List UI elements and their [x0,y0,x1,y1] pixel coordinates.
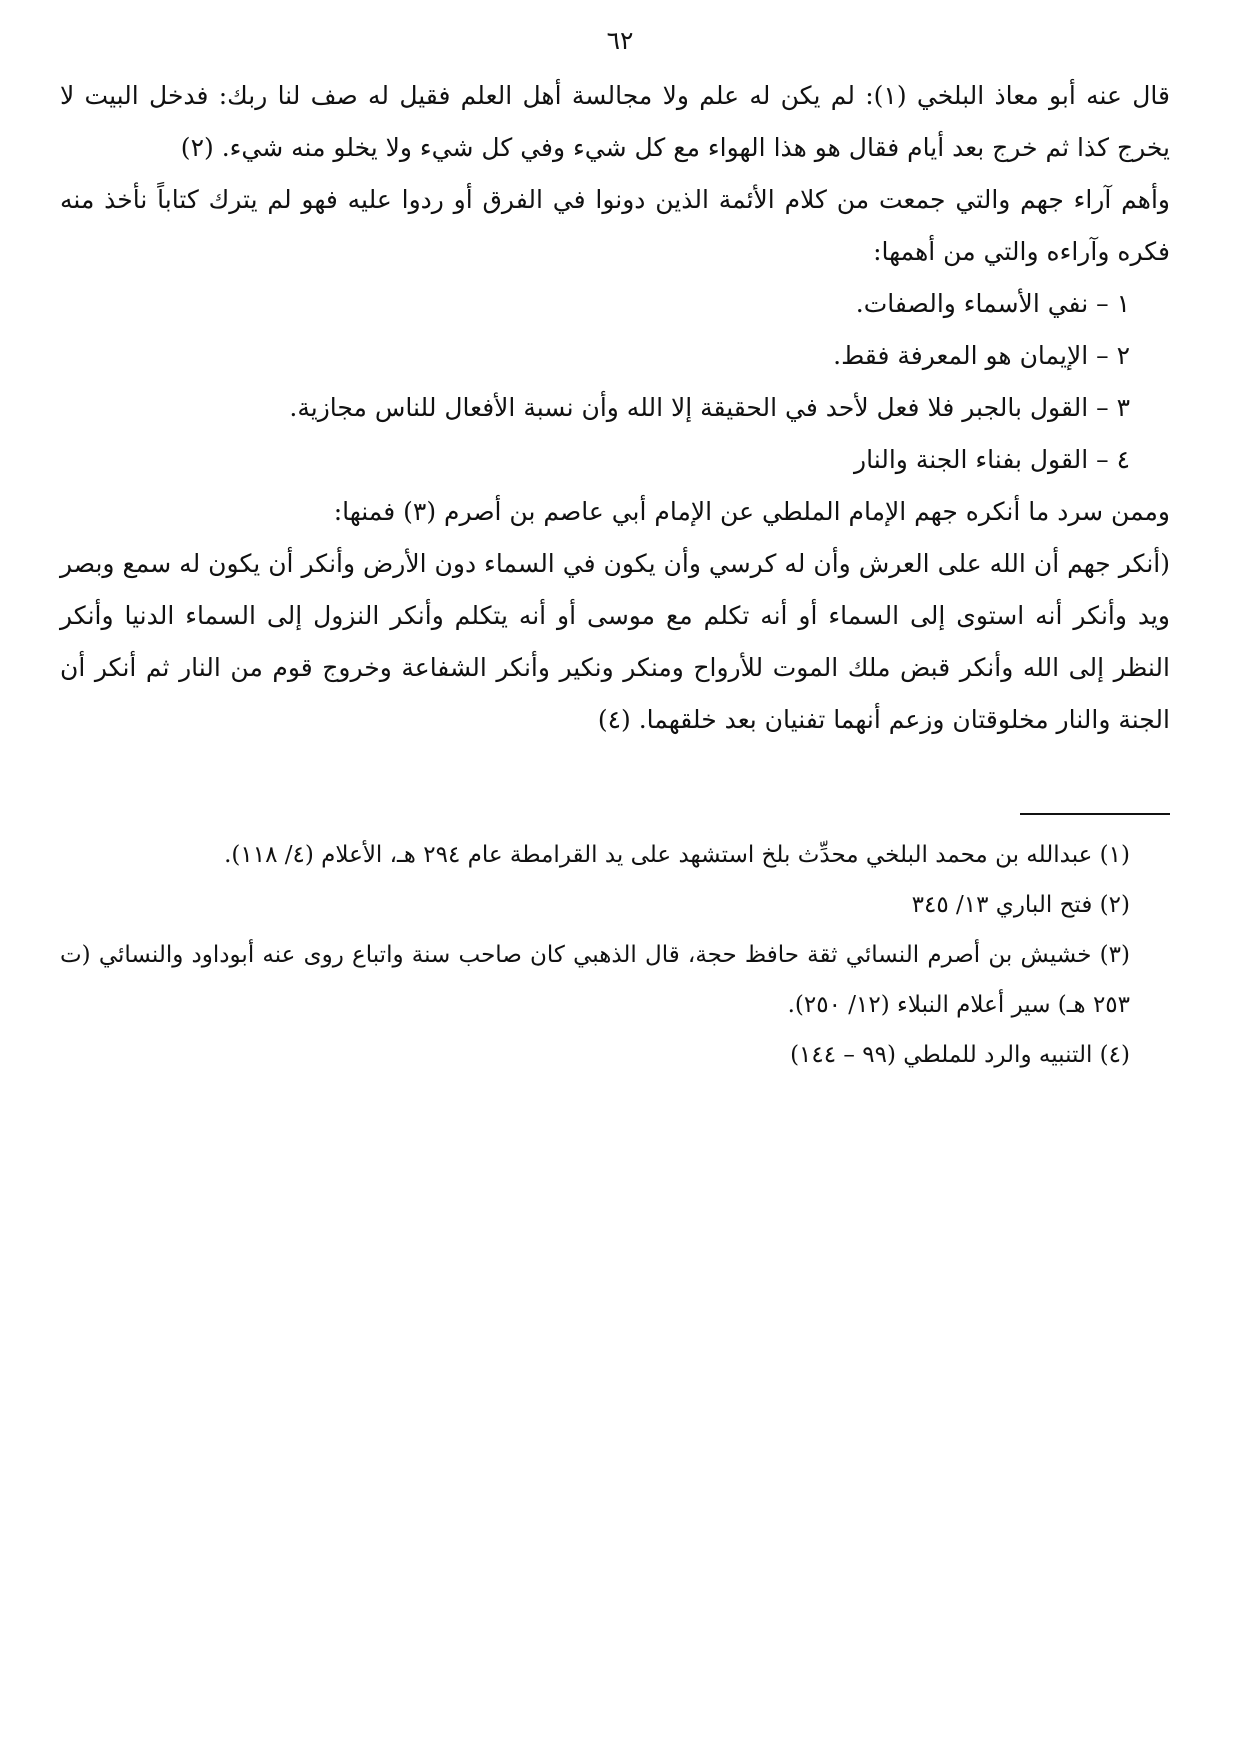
footnotes [60,830,1170,1080]
footnote: (٣) خشيش بن أصرم النسائي ثقة حافظ حجة، قال الذهبي كان صاحب سنة واتباع روى عنه أبوداود والنسائي (ت ٢٥٣ هـ) سير أعلام النبلاء (١٢/ ٢٥٠). [60,942,1130,1018]
list-item: ٤ – القول بفناء الجنة والنار [854,445,1130,474]
footnote: (١) عبدالله بن محمد البلخي محدِّث بلخ استشهد على يد القرامطة عام ٢٩٤ هـ، الأعلام (٤/ ١١٨). [224,842,1130,868]
quoted-paragraph: (أنكر جهم أن الله على العرش وأن له كرسي وأن يكون في السماء دون الأرض وأنكر أن يكون له سمع وبصر ويد وأنكر أنه استوى إلى السماء أو أنه تكلم مع موسى أو أنه يتكلم وأنكر النزول إلى السماء الدنيا وأنكر النظر إلى الله وأنكر قبض ملك الموت للأرواح ومنكر ونكير وأنكر الشفاعة وخروج قوم من النار ثم أنكر أن الجنة والنار مخلوقتان وزعم أنهما تفنيان بعد خلقهما. (٤) [60,549,1170,734]
main-text [60,70,1170,746]
page-number: ٦٢ [606,26,634,55]
footnote-divider [1020,813,1170,815]
footnote: (٢) فتح الباري ١٣/ ٣٤٥ [911,892,1130,918]
paragraph-jahm-views-intro: وأهم آراء جهم والتي جمعت من كلام الأئمة الذين دونوا في الفرق أو ردوا عليه فهو لم يترك كتاباً نأخذ منه فكره وآراءه والتي من أهمها: [60,185,1170,266]
list-item: ١ – نفي الأسماء والصفات. [855,289,1130,318]
footnote: (٤) التنبيه والرد للملطي (٩٩ – ١٤٤) [790,1042,1130,1068]
list-item: ٢ – الإيمان هو المعرفة فقط. [833,341,1130,370]
paragraph-abu-muadh: قال عنه أبو معاذ البلخي (١): لم يكن له علم ولا مجالسة أهل العلم فقيل له صف لنا ربك: فدخل البيت لا يخرج كذا ثم خرج بعد أيام فقال هو هذا الهواء مع كل شيء وفي كل شيء ولا يخلو منه شيء. (٢) [60,81,1170,162]
paragraph-malti-intro: وممن سرد ما أنكره جهم الإمام الملطي عن الإمام أبي عاصم بن أصرم (٣) فمنها: [333,497,1170,526]
list-item: ٣ – القول بالجبر فلا فعل لأحد في الحقيقة إلا الله وأن نسبة الأفعال للناس مجازية. [289,393,1130,422]
